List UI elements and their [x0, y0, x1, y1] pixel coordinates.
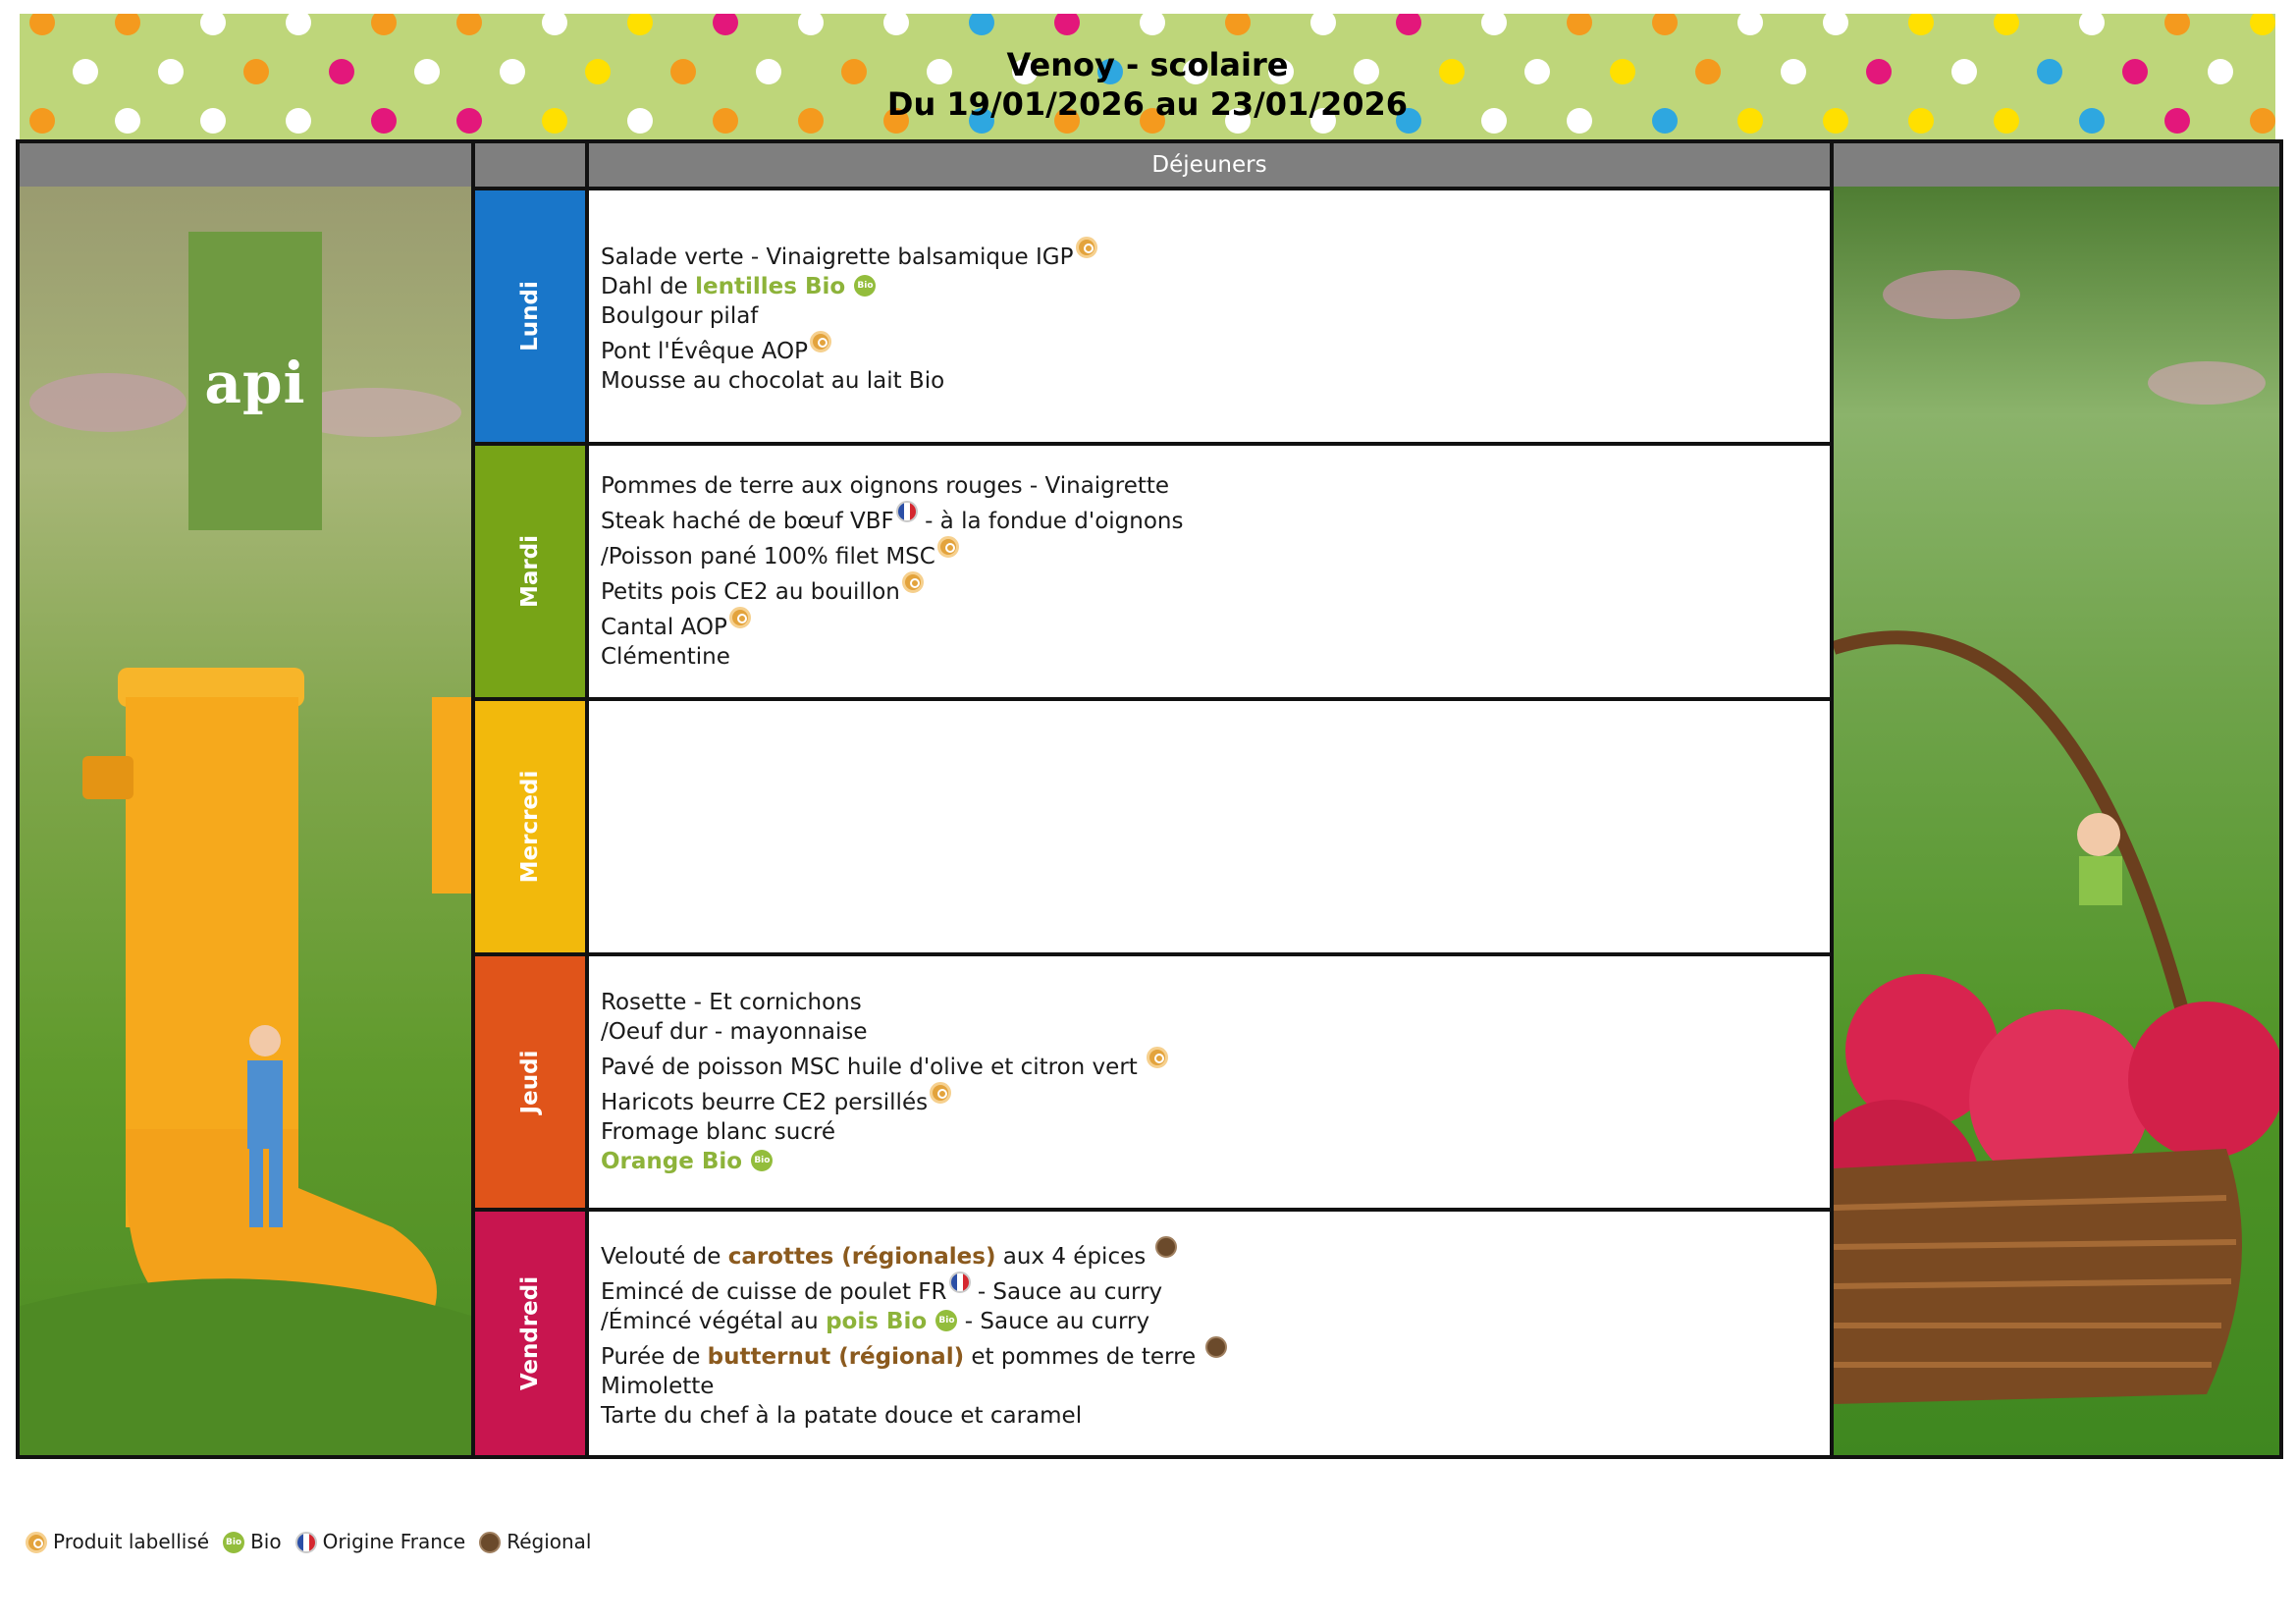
banner-dot [2250, 14, 2275, 35]
menu-item-highlight: butternut (régional) [707, 1344, 965, 1370]
banner-dot [1652, 14, 1678, 35]
menu-cell-mercredi [589, 701, 1830, 952]
bio-icon: Bio [854, 275, 876, 297]
day-cell-vendredi [475, 1212, 585, 1455]
menu-item-text: Steak haché de bœuf VBF [601, 509, 894, 534]
bio-icon: Bio [751, 1150, 773, 1171]
banner-dot [2164, 14, 2190, 35]
menu-item [601, 536, 1830, 571]
menu-item [601, 607, 1830, 642]
left-photo-boot [20, 187, 471, 1455]
banner-dot [115, 14, 140, 35]
menu-item-text: Emincé de cuisse de poulet FR [601, 1279, 947, 1305]
label-icon [729, 607, 751, 628]
title-site: Venoy - scolaire [1006, 46, 1289, 83]
legend-bio: Bio [250, 1530, 282, 1553]
menu-item-text: Haricots beurre CE2 persillés [601, 1090, 929, 1115]
banner-dot [798, 14, 824, 35]
banner-dot [1737, 14, 1763, 35]
day-cell-mercredi [475, 701, 585, 952]
menu-item-text: Salade verte - Vinaigrette balsamique IGP [601, 244, 1074, 270]
menu-item: Fromage blanc sucré [601, 1119, 836, 1145]
menu-item-text: /Émincé végétal au [601, 1309, 827, 1334]
menu-item: Boulgour pilaf [601, 303, 759, 329]
france-flag-icon [896, 501, 918, 522]
menu-item [601, 1236, 1830, 1272]
banner-dot [969, 14, 994, 35]
banner-dot [1225, 14, 1251, 35]
menu-item: Tarte du chef à la patate douce et caramel [601, 1403, 1083, 1429]
menu-item [601, 331, 1830, 366]
menu-item [601, 1147, 1830, 1176]
banner-dot [883, 14, 909, 35]
menu-item-highlight: pois Bio [826, 1309, 928, 1334]
menu-item-highlight: Orange Bio [601, 1149, 743, 1174]
menu-item: Pommes de terre aux oignons rouges - Vinaigrette [601, 473, 1170, 499]
menu-item [601, 1272, 1830, 1307]
banner-dot [1823, 14, 1848, 35]
menu-item [601, 1047, 1830, 1082]
menu-item-text: - Sauce au curry [957, 1309, 1150, 1334]
menu-item-highlight: carottes (régionales) [727, 1244, 996, 1270]
banner-dot [542, 14, 567, 35]
banner-dot [1908, 14, 1934, 35]
column-header-dejeuners: Déjeuners [1151, 152, 1267, 178]
menu-item-text: /Poisson pané 100% filet MSC [601, 544, 935, 569]
menu-item: Mousse au chocolat au lait Bio [601, 368, 945, 394]
banner-dot [1310, 14, 1336, 35]
menu-item-text: Petits pois CE2 au bouillon [601, 579, 900, 605]
banner-dot [713, 14, 738, 35]
menu-item: Mimolette [601, 1374, 715, 1399]
menu-item-text: - à la fondue d'oignons [917, 509, 1184, 534]
regional-icon [1155, 1236, 1177, 1258]
menu-item: /Oeuf dur - mayonnaise [601, 1019, 868, 1045]
banner-dot [1567, 14, 1592, 35]
menu-item [601, 272, 1830, 301]
menu-item-highlight: lentilles Bio [695, 274, 846, 299]
label-icon [810, 331, 831, 352]
menu-table [16, 139, 2283, 1459]
day-label-mardi: Mardi [517, 534, 543, 609]
api-logo-text: api [204, 350, 306, 416]
day-cell-mardi [475, 446, 585, 697]
label-icon [1147, 1047, 1168, 1068]
menu-item-text: et pommes de terre [964, 1344, 1203, 1370]
day-label-jeudi: Jeudi [517, 1050, 543, 1114]
banner-dot [200, 14, 226, 35]
menu-cell-lundi [589, 190, 1830, 442]
banner-dot [1396, 14, 1421, 35]
header-banner [20, 14, 2275, 139]
label-icon [937, 536, 959, 558]
banner-dot [371, 14, 397, 35]
menu-item-text: Purée de [601, 1344, 708, 1370]
day-cell-jeudi [475, 956, 585, 1208]
banner-dot [2079, 14, 2105, 35]
menu-item-text: Pont l'Évêque AOP [601, 339, 808, 364]
page-title [20, 45, 2275, 124]
menu-item-text: Dahl de [601, 274, 696, 299]
banner-dot [627, 14, 653, 35]
menu-item: Rosette - Et cornichons [601, 990, 862, 1015]
menu-item [601, 1336, 1830, 1372]
menu-item-text: Pavé de poisson MSC huile d'olive et citron vert [601, 1055, 1146, 1080]
banner-dot [1140, 14, 1165, 35]
menu-item-text: - Sauce au curry [970, 1279, 1163, 1305]
menu-item: Clémentine [601, 644, 730, 670]
day-label-vendredi: Vendredi [517, 1275, 543, 1391]
legend-regional: Régional [507, 1530, 592, 1553]
menu-item [601, 571, 1830, 607]
menu-cell-mardi [589, 446, 1830, 697]
day-label-mercredi: Mercredi [517, 770, 543, 884]
menu-item-text: Velouté de [601, 1244, 728, 1270]
menu-item [601, 1082, 1830, 1117]
menu-cell-vendredi [589, 1212, 1830, 1455]
banner-dot [1994, 14, 2019, 35]
col-divider-3 [1830, 143, 1834, 1455]
apple-basket-illustration [1834, 187, 2279, 1455]
banner-dot [286, 14, 311, 35]
menu-item-text: Cantal AOP [601, 615, 727, 640]
regional-icon [1205, 1336, 1227, 1358]
menu-item [601, 237, 1830, 272]
banner-dot [1054, 14, 1080, 35]
menu-item [601, 501, 1830, 536]
bio-icon: Bio [935, 1310, 957, 1331]
label-icon [930, 1082, 951, 1104]
legend-origin-france: Origine France [322, 1530, 466, 1553]
menu-item [601, 1307, 1830, 1336]
title-dates: Du 19/01/2026 au 23/01/2026 [886, 85, 1409, 123]
banner-dot [456, 14, 482, 35]
menu-cell-jeudi [589, 956, 1830, 1208]
menu-item-text: aux 4 épices [995, 1244, 1153, 1270]
regional-icon [479, 1532, 501, 1553]
banner-dot [1481, 14, 1507, 35]
bio-icon: Bio [223, 1532, 244, 1553]
legend-labelled: Produit labellisé [53, 1530, 210, 1553]
label-icon [902, 571, 924, 593]
label-icon [26, 1532, 47, 1553]
right-photo-apple-basket [1834, 187, 2279, 1455]
legend [24, 1530, 591, 1553]
day-label-lundi: Lundi [517, 281, 543, 352]
banner-dot [29, 14, 55, 35]
day-cell-lundi [475, 190, 585, 442]
api-logo [188, 232, 322, 530]
france-flag-icon [295, 1532, 317, 1553]
label-icon [1076, 237, 1097, 258]
france-flag-icon [949, 1272, 971, 1293]
